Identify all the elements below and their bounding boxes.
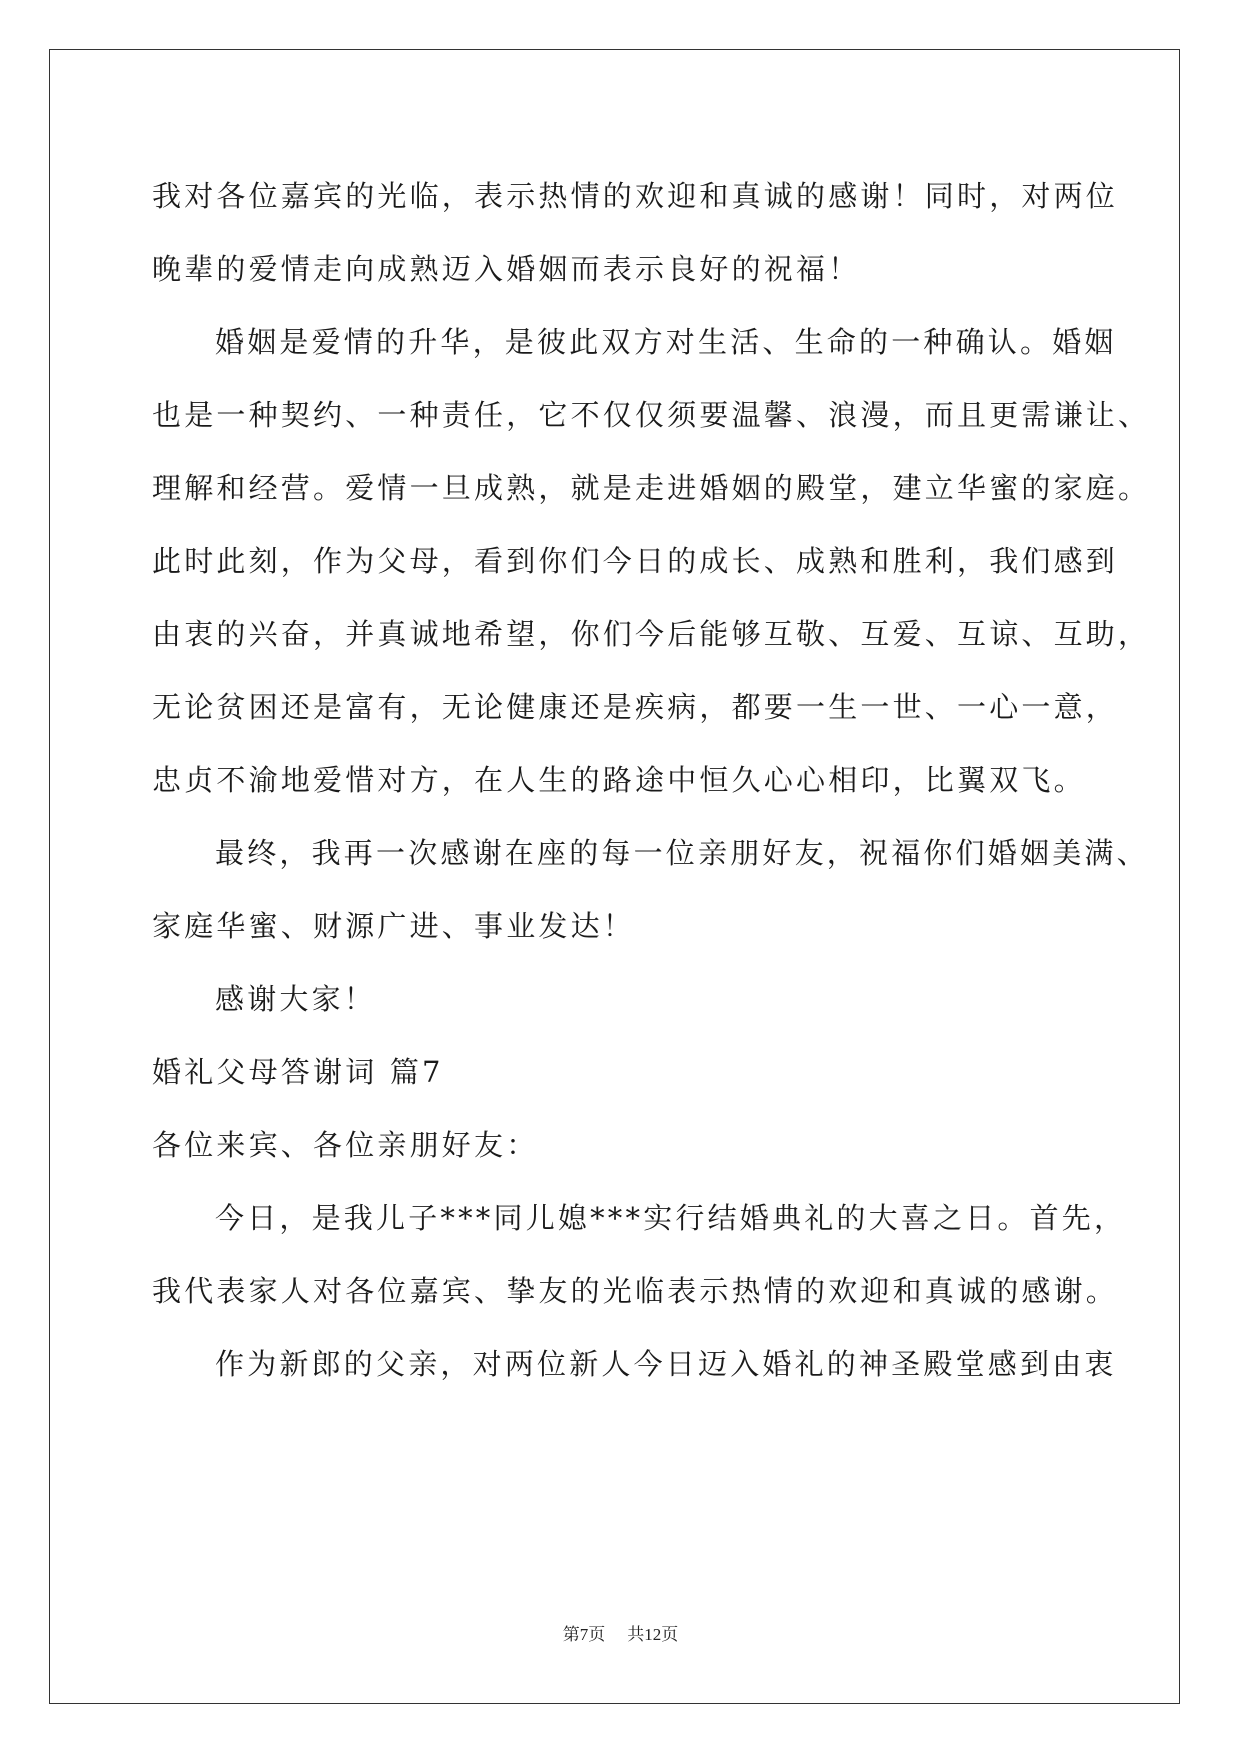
- section-heading: 婚礼父母答谢词 篇7: [152, 1055, 444, 1089]
- page-total: 共12页: [627, 1625, 679, 1644]
- paragraph-line: 无论贫困还是富有，无论健康还是疾病，都要一生一世、一心一意，: [152, 690, 1119, 724]
- paragraph-line: 理解和经营。爱情一旦成熟，就是走进婚姻的殿堂，建立华蜜的家庭。: [152, 471, 1151, 505]
- paragraph-line: 由衷的兴奋，并真诚地希望，你们今后能够互敬、互爱、互谅、互助，: [152, 617, 1151, 651]
- page-number: 第7页: [562, 1625, 606, 1644]
- paragraph-line: 最终，我再一次感谢在座的每一位亲朋好友，祝福你们婚姻美满、: [215, 836, 1149, 870]
- paragraph-line: 今日，是我儿子***同儿媳***实行结婚典礼的大喜之日。首先，: [215, 1201, 1127, 1235]
- page-footer: [0, 1620, 1241, 1645]
- paragraph-line: 晚辈的爱情走向成熟迈入婚姻而表示良好的祝福！: [152, 252, 861, 286]
- paragraph-line: 我代表家人对各位嘉宾、挚友的光临表示热情的欢迎和真诚的感谢。: [152, 1274, 1119, 1308]
- paragraph-line: 也是一种契约、一种责任，它不仅仅须要温馨、浪漫，而且更需谦让、: [152, 398, 1151, 432]
- paragraph-line: 我对各位嘉宾的光临，表示热情的欢迎和真诚的感谢！同时，对两位: [152, 179, 1119, 213]
- paragraph-line: 作为新郎的父亲，对两位新人今日迈入婚礼的神圣殿堂感到由衷: [215, 1347, 1117, 1381]
- paragraph-line: 家庭华蜜、财源广进、事业发达！: [152, 909, 636, 943]
- paragraph-line: 感谢大家！: [215, 982, 377, 1016]
- paragraph-line: 婚姻是爱情的升华，是彼此双方对生活、生命的一种确认。婚姻: [215, 325, 1117, 359]
- paragraph-line: 此时此刻，作为父母，看到你们今日的成长、成熟和胜利，我们感到: [152, 544, 1119, 578]
- document-body: [152, 160, 1151, 1401]
- paragraph-line: 忠贞不渝地爱惜对方，在人生的路途中恒久心心相印，比翼双飞。: [152, 763, 1086, 797]
- salutation-line: 各位来宾、各位亲朋好友：: [152, 1128, 539, 1162]
